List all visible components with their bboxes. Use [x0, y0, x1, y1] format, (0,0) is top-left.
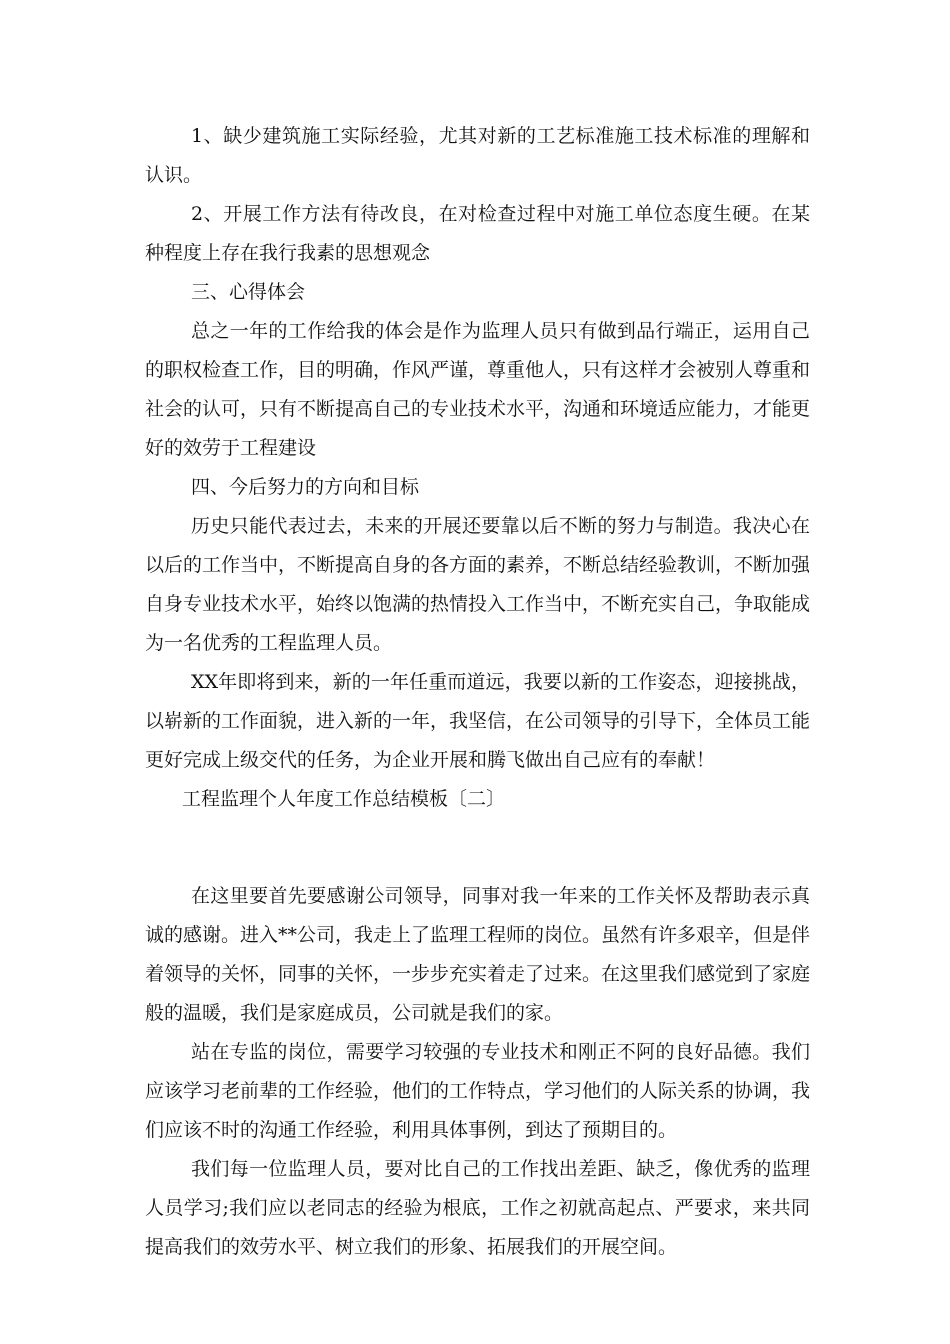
paragraph-position: 站在专监的岗位，需要学习较强的专业技术和刚正不阿的良好品德。我们应该学习老前辈的工作经验，他们的工作特点，学习他们的人际关系的协调，我们应该不时的沟通工作经验，利用具体事例，到达了预期目的。 [145, 1041, 811, 1141]
section-gap [145, 819, 810, 877]
paragraph-learning: 我们每一位监理人员，要对比自己的工作找出差距、缺乏，像优秀的监理人员学习;我们应以老同志的经验为根底，工作之初就高起点、严要求，来共同提高我们的效劳水平、树立我们的形象、拓展我们的开展空间。 [145, 1158, 810, 1258]
section-heading-goals: 四、今后努力的方向和目标 [191, 476, 420, 498]
paragraph-thanks: 在这里要首先要感谢公司领导，同事对我一年来的工作关怀及帮助表示真诚的感谢。进入**公司，我走上了监理工程师的岗位。虽然有许多艰辛，但是伴着领导的关怀，同事的关怀，一步步充实着走了过来。在这里我们感觉到了家庭般的温暖，我们是家庭成员，公司就是我们的家。 [145, 885, 811, 1024]
section-heading-experience: 三、心得体会 [191, 281, 306, 303]
template-title-two: 工程监理个人年度工作总结模板〔二〕 [182, 788, 506, 810]
paragraph-experience: 总之一年的工作给我的体会是作为监理人员只有做到品行端正，运用自己的职权检查工作，目的明确，作风严谨，尊重他人，只有这样才会被别人尊重和社会的认可，只有不断提高自己的专业技术水平，沟通和环境适应能力，才能更好的效劳于工程建设 [145, 320, 811, 459]
paragraph-shortcoming-2: 2、开展工作方法有待改良，在对检查过程中对施工单位态度生硬。在某种程度上存在我行我素的思想观念 [145, 203, 810, 264]
paragraph-goals: 历史只能代表过去，未来的开展还要靠以后不断的努力与制造。我决心在以后的工作当中，不断提高自身的各方面的素养，不断总结经验教训，不断加强自身专业技术水平，始终以饱满的热情投入工作当中，不断充实自己，争取能成为一名优秀的工程监理人员。 [145, 515, 811, 654]
paragraph-shortcoming-1: 1、缺少建筑施工实际经验，尤其对新的工艺标准施工技术标准的理解和认识。 [145, 125, 810, 186]
document-body [145, 117, 810, 1267]
paragraph-new-year: XX年即将到来，新的一年任重而道远，我要以新的工作姿态，迎接挑战，以崭新的工作面貌，进入新的一年，我坚信，在公司领导的引导下，全体员工能更好完成上级交代的任务，为企业开展和腾飞做出自己应有的奉献！ [145, 671, 811, 771]
